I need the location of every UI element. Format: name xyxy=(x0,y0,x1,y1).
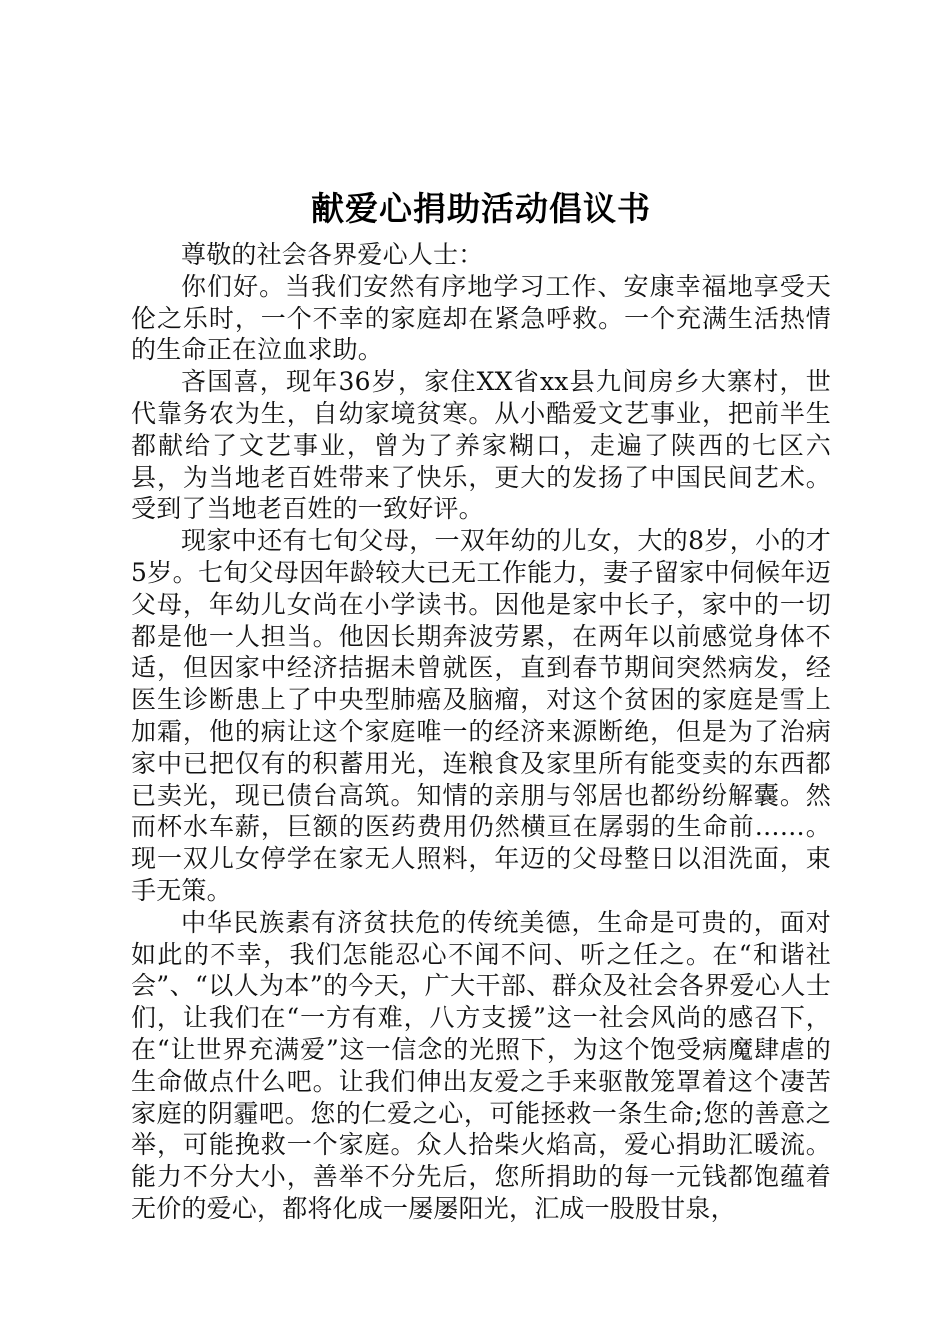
document-title: 献爱心捐助活动倡议书 xyxy=(311,189,651,228)
paragraph-family-situation: 现家中还有七旬父母，一双年幼的儿女，大的8岁，小的才5岁。七旬父母因年龄较大已无工作能力，妻子留家中伺候年迈父母，年幼儿女尚在小学读书。因他是家中长子，家中的一切都是他一人担当。他因长期奔波劳累，在两年以前感觉身体不适，但因家中经济拮据未曾就医，直到春节期间突然病发，经医生诊断患上了中央型肺癌及脑瘤，对这个贫困的家庭是雪上加霜，他的病让这个家庭唯一的经济来源断绝，但是为了治病家中已把仅有的积蓄用光，连粮食及家里所有能变卖的东西都已卖光，现已债台高筑。知情的亲朋与邻居也都纷纷解囊。然而杯水车薪，巨额的医药费用仍然横亘在孱弱的生命前……。现一双儿女停学在家无人照料，年迈的父母整日以泪洗面，束手无策。 xyxy=(131,526,831,905)
salutation: 尊敬的社会各界爱心人士： xyxy=(181,240,484,269)
paragraph-background: 吝国喜，现年36岁，家住XX省xx县九间房乡大寨村，世代靠务农为生，自幼家境贫寒。从小酷爱文艺事业，把前半生都献给了文艺事业，曾为了养家糊口，走遍了陕西的七区六县，为当地老百姓带来了快乐，更大的发扬了中国民间艺术。受到了当地老百姓的一致好评。 xyxy=(131,367,831,524)
paragraph-appeal: 中华民族素有济贫扶危的传统美德，生命是可贵的，面对如此的不幸，我们怎能忍心不闻不问、听之任之。在“和谐社会”、“以人为本”的今天，广大干部、群众及社会各界爱心人士们，让我们在“一方有难，八方支援”这一社会风尚的感召下，在“让世界充满爱”这一信念的光照下，为这个饱受病魔肆虐的生命做点什么吧。让我们伸出友爱之手来驱散笼罩着这个凄苦家庭的阴霾吧。您的仁爱之心，可能拯救一条生命;您的善意之举，可能挽救一个家庭。众人拾柴火焰高，爱心捐助汇暖流。能力不分大小，善举不分先后，您所捐助的每一元钱都饱蕴着无价的爱心，都将化成一屡屡阳光，汇成一股股甘泉， xyxy=(131,907,831,1223)
paragraph-greeting: 你们好。当我们安然有序地学习工作、安康幸福地享受天伦之乐时，一个不幸的家庭却在紧急呼救。一个充满生活热情的生命正在泣血求助。 xyxy=(131,271,831,365)
document-page xyxy=(131,185,831,1225)
